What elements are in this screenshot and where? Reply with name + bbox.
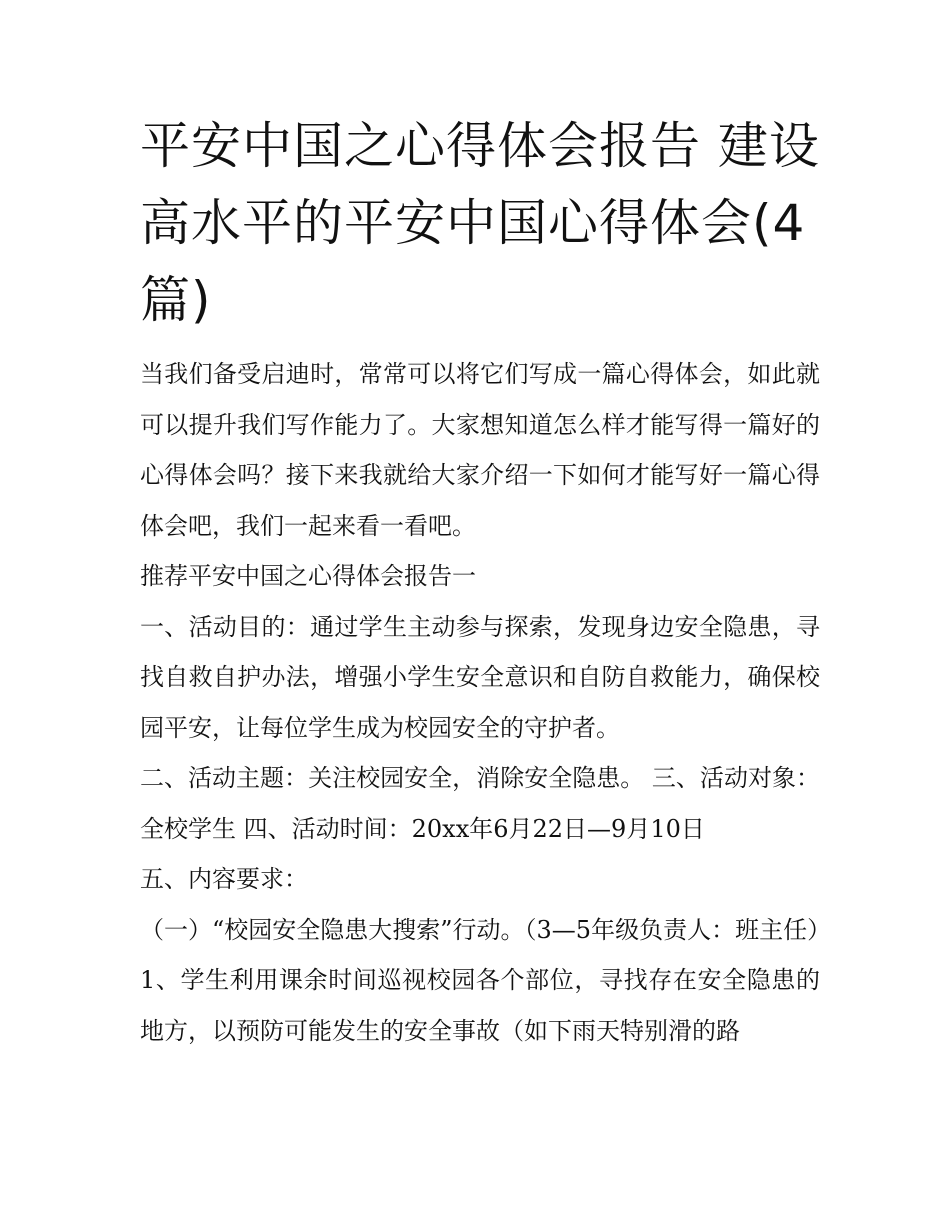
paragraph-activity-purpose: 一、活动目的：通过学生主动参与探索，发现身边安全隐患，寻找自救自护办法，增强小学生安全意识和自防自救能力，确保校园平安，让每位学生成为校园安全的守护者。 [140, 612, 820, 742]
paragraph-item-1: 1、学生利用课余时间巡视校园各个部位，寻找存在安全隐患的地方，以预防可能发生的安全事故（如下雨天特别滑的路 [140, 966, 820, 1045]
document-page [140, 108, 832, 1056]
document-title: 平安中国之心得体会报告 建设高水平的平安中国心得体会(4篇) [140, 117, 820, 329]
paragraph-content-requirements: 五、内容要求： [140, 865, 308, 893]
paragraph-activity-theme: 二、活动主题：关注校园安全，消除安全隐患。 三、活动对象：全校学生 四、活动时间：20xx年6月22日—9月10日 [140, 764, 820, 843]
paragraph-campus-search: （一）“校园安全隐患大搜索”行动。（3—5年级负责人：班主任） [140, 915, 832, 944]
paragraph-intro: 当我们备受启迪时，常常可以将它们写成一篇心得体会，如此就可以提升我们写作能力了。大家想知道怎么样才能写得一篇好的心得体会吗？接下来我就给大家介绍一下如何才能写好一篇心得体会吧，我们一起来看一看吧。 [140, 360, 820, 540]
paragraph-section-heading: 推荐平安中国之心得体会报告一 [140, 562, 476, 590]
